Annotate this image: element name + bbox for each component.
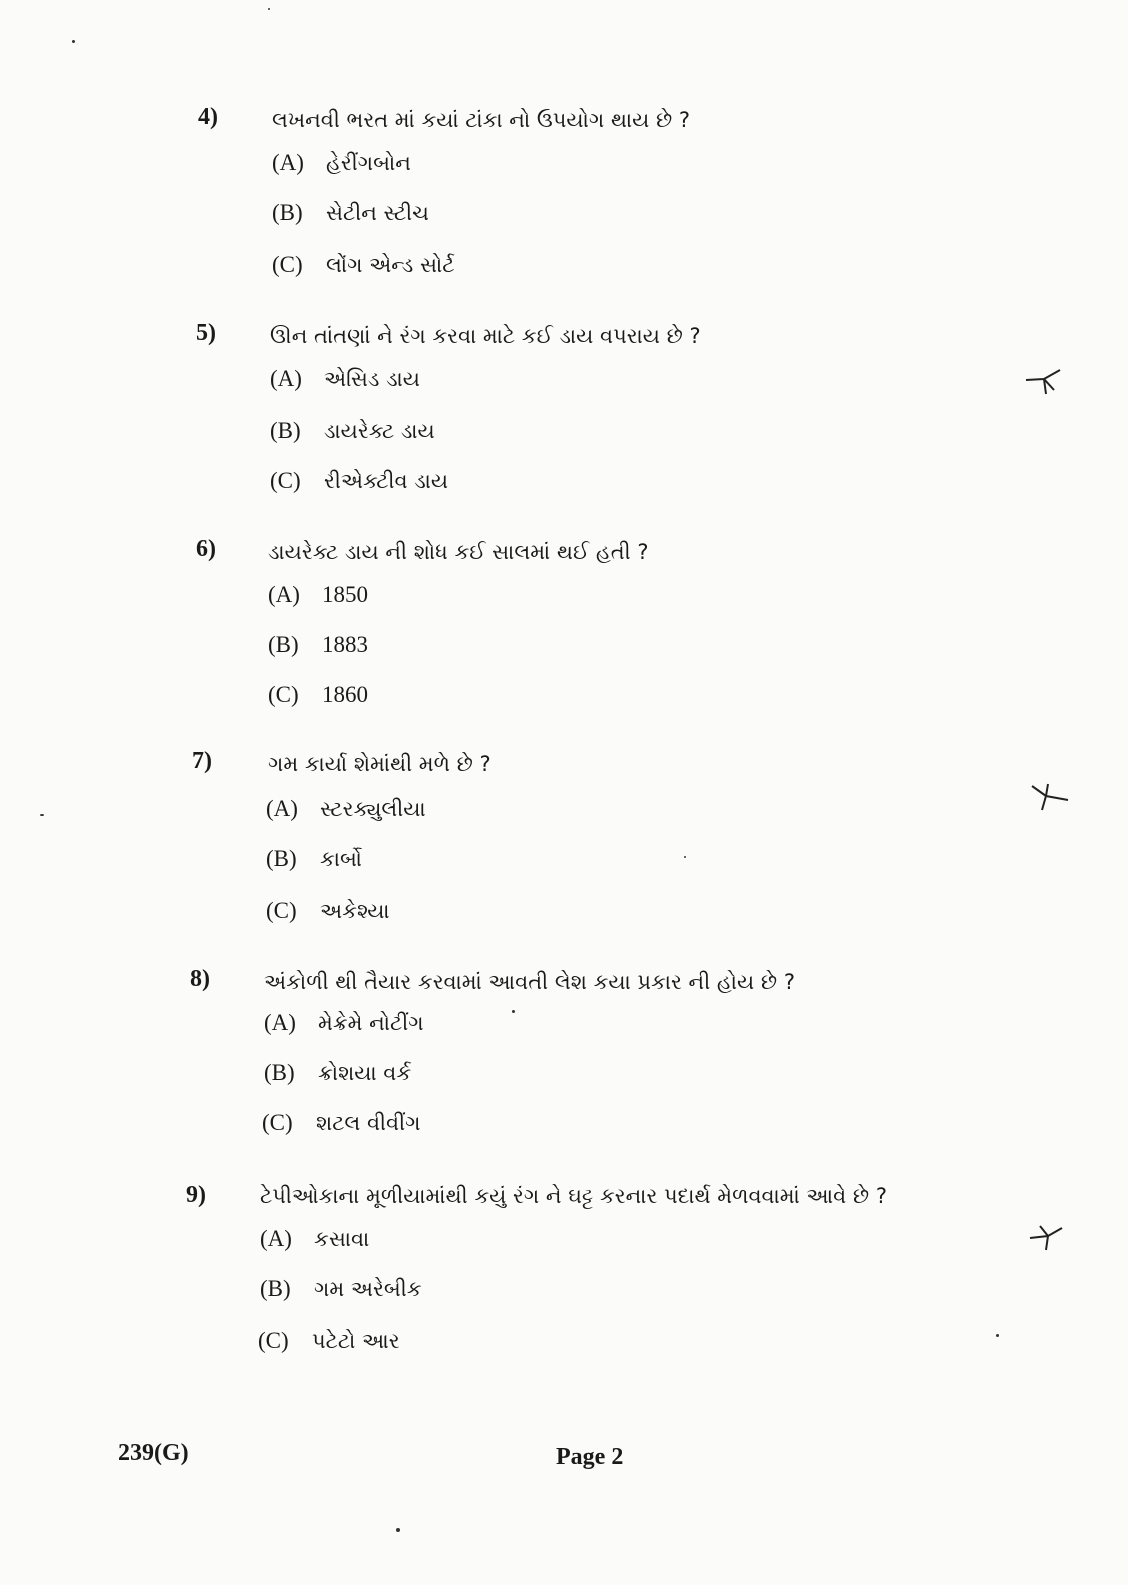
option-label: (A) (266, 796, 298, 821)
option-label: (C) (268, 682, 299, 707)
option-a (270, 366, 420, 392)
option-label: (B) (268, 632, 299, 657)
option-a (272, 150, 411, 176)
option-label: (A) (270, 366, 302, 391)
question-text: અંકોળી થી તૈયાર કરવામાં આવતી લેશ કયા પ્રકાર ની હોય છે ? (264, 970, 795, 994)
option-b (264, 1060, 411, 1086)
option-c (272, 252, 455, 278)
option-label: (A) (260, 1226, 292, 1251)
question-number: 5) (196, 320, 216, 346)
option-c (268, 682, 368, 708)
scan-speck (72, 40, 75, 43)
option-label: (C) (266, 898, 297, 923)
option-label: (B) (264, 1060, 295, 1085)
question-number: 9) (186, 1182, 206, 1208)
option-text: ડાયરેક્ટ ડાય (324, 419, 435, 443)
option-label: (C) (258, 1328, 289, 1353)
ink-splatter-icon (1024, 366, 1064, 396)
option-b (266, 846, 362, 872)
option-b (268, 632, 368, 658)
ink-splatter-icon (1026, 1222, 1066, 1252)
option-label: (B) (266, 846, 297, 871)
option-c (266, 898, 390, 924)
scan-speck (396, 1528, 400, 1532)
scan-speck (512, 1010, 515, 1013)
scan-speck (684, 856, 686, 858)
scan-speck (996, 1334, 999, 1337)
question-text: ડાયરેક્ટ ડાય ની શોધ કઈ સાલમાં થઈ હતી ? (268, 540, 649, 564)
option-text: 1883 (322, 632, 368, 657)
question-text: ગમ કાર્યા શેમાંથી મળે છે ? (268, 752, 491, 776)
option-label: (C) (270, 468, 301, 493)
option-text: શટલ વીવીંગ (316, 1111, 421, 1135)
option-text: લોંગ એન્ડ સોર્ટ (326, 253, 455, 277)
question-number: 4) (198, 104, 218, 130)
question-number: 6) (196, 536, 216, 562)
option-text: પટેટો આર (312, 1329, 400, 1353)
option-c (270, 468, 448, 494)
option-text: 1860 (322, 682, 368, 707)
option-label: (B) (272, 200, 303, 225)
option-label: (B) (270, 418, 301, 443)
option-text: ગમ અરેબીક (314, 1277, 422, 1301)
option-b (260, 1276, 422, 1302)
option-a (260, 1226, 369, 1252)
option-c (262, 1110, 420, 1136)
question-number: 7) (192, 748, 212, 774)
option-text: મેક્રેમે નોટીંગ (318, 1011, 424, 1035)
question-text: ટેપીઓકાના મૂળીયામાંથી કયું રંગ ને ઘટ્ટ કરનાર પદાર્થ મેળવવામાં આવે છે ? (260, 1184, 887, 1208)
option-text: એસિડ ડાય (324, 367, 420, 391)
option-label: (A) (264, 1010, 296, 1035)
question-number: 8) (190, 966, 210, 992)
option-label: (A) (268, 582, 300, 607)
paper-code: 239(G) (118, 1440, 189, 1466)
option-b (272, 200, 429, 226)
option-text: કસાવા (314, 1227, 370, 1251)
option-text: અકેશ્યા (320, 899, 390, 923)
option-text: રીએક્ટીવ ડાય (324, 469, 449, 493)
option-label: (C) (262, 1110, 293, 1135)
option-text: ક્રોશયા વર્ક (318, 1061, 412, 1085)
option-label: (A) (272, 150, 304, 175)
option-text: 1850 (322, 582, 368, 607)
option-b (270, 418, 435, 444)
option-c (258, 1328, 400, 1354)
option-text: કાર્બો (320, 847, 362, 871)
option-text: સેટીન સ્ટીચ (326, 201, 429, 225)
question-text: ઊન તાંતણાં ને રંગ કરવા માટે કઈ ડાય વપરાય છે ? (270, 324, 701, 348)
question-text: લખનવી ભરત માં કયાં ટાંકા નો ઉપયોગ થાય છે ? (272, 108, 691, 132)
page-number: Page 2 (556, 1444, 624, 1470)
option-text: સ્ટરક્યુલીયા (320, 797, 426, 821)
scan-speck (40, 814, 44, 816)
option-label: (B) (260, 1276, 291, 1301)
option-a (266, 796, 426, 822)
option-label: (C) (272, 252, 303, 277)
ink-splatter-icon (1030, 782, 1070, 812)
scan-speck (268, 8, 270, 10)
option-a (264, 1010, 424, 1036)
option-text: હેરીંગબોન (326, 151, 411, 175)
option-a (268, 582, 368, 608)
